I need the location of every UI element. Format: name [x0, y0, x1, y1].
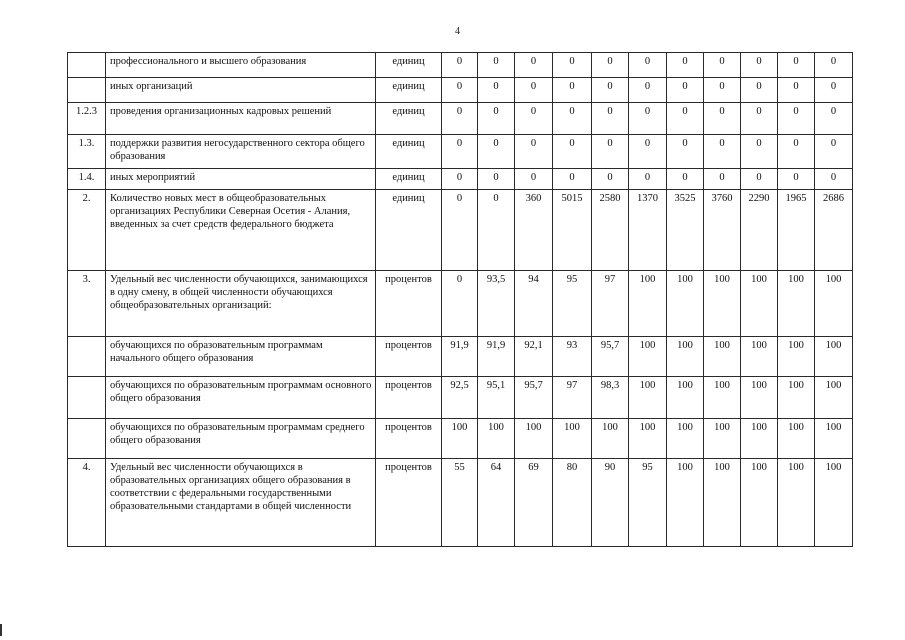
indicator-description: Удельный вес численности обучающихся, занимающихся в одну смену, в общей численности обучающихся общеобразовательных организаций: [106, 271, 376, 337]
value-cell: 100 [778, 459, 815, 547]
value-cell: 90 [592, 459, 629, 547]
table-row [68, 53, 853, 78]
value-cell: 97 [553, 377, 592, 419]
indicator-description: обучающихся по образовательным программам основного общего образования [106, 377, 376, 419]
value-cell: 95 [553, 271, 592, 337]
value-cell: 100 [592, 419, 629, 459]
value-cell: 2686 [815, 190, 853, 271]
value-cell: 0 [478, 169, 515, 190]
value-cell: 100 [704, 337, 741, 377]
row-number: 1.3. [68, 135, 106, 169]
row-number: 1.4. [68, 169, 106, 190]
table-row [68, 135, 853, 169]
row-number: 4. [68, 459, 106, 547]
value-cell: 0 [592, 169, 629, 190]
value-cell: 0 [592, 53, 629, 78]
table-row [68, 419, 853, 459]
value-cell: 98,3 [592, 377, 629, 419]
value-cell: 97 [592, 271, 629, 337]
value-cell: 69 [515, 459, 553, 547]
unit-of-measure: процентов [376, 459, 442, 547]
value-cell: 3760 [704, 190, 741, 271]
value-cell: 0 [778, 78, 815, 103]
value-cell: 0 [553, 53, 592, 78]
value-cell: 0 [553, 135, 592, 169]
value-cell: 92,1 [515, 337, 553, 377]
value-cell: 0 [515, 135, 553, 169]
value-cell: 100 [815, 419, 853, 459]
unit-of-measure: процентов [376, 377, 442, 419]
unit-of-measure: единиц [376, 103, 442, 135]
value-cell: 93 [553, 337, 592, 377]
value-cell: 0 [442, 78, 478, 103]
value-cell: 0 [815, 103, 853, 135]
indicator-description: Удельный вес численности обучающихся в образовательных организациях общего образования в соответствии с федеральными государственными образовательными стандартами в общей численности [106, 459, 376, 547]
scan-edge-mark [0, 624, 2, 636]
value-cell: 100 [553, 419, 592, 459]
value-cell: 0 [704, 135, 741, 169]
value-cell: 2580 [592, 190, 629, 271]
value-cell: 0 [553, 78, 592, 103]
value-cell: 100 [778, 337, 815, 377]
value-cell: 0 [442, 271, 478, 337]
value-cell: 0 [592, 103, 629, 135]
value-cell: 5015 [553, 190, 592, 271]
row-number: 3. [68, 271, 106, 337]
value-cell: 100 [778, 271, 815, 337]
value-cell: 0 [667, 135, 704, 169]
value-cell: 55 [442, 459, 478, 547]
value-cell: 0 [778, 103, 815, 135]
value-cell: 0 [629, 78, 667, 103]
value-cell: 95,7 [515, 377, 553, 419]
table-body [68, 53, 853, 547]
value-cell: 0 [741, 103, 778, 135]
value-cell: 100 [704, 459, 741, 547]
value-cell: 0 [442, 103, 478, 135]
table-row [68, 271, 853, 337]
value-cell: 360 [515, 190, 553, 271]
value-cell: 0 [592, 78, 629, 103]
value-cell: 100 [667, 337, 704, 377]
value-cell: 0 [778, 169, 815, 190]
unit-of-measure: единиц [376, 78, 442, 103]
value-cell: 91,9 [442, 337, 478, 377]
value-cell: 0 [553, 169, 592, 190]
table-row [68, 78, 853, 103]
value-cell: 0 [741, 53, 778, 78]
value-cell: 100 [478, 419, 515, 459]
value-cell: 100 [704, 377, 741, 419]
value-cell: 0 [629, 169, 667, 190]
value-cell: 100 [629, 377, 667, 419]
value-cell: 100 [704, 419, 741, 459]
unit-of-measure: единиц [376, 135, 442, 169]
value-cell: 95,1 [478, 377, 515, 419]
indicator-description: обучающихся по образовательным программам среднего общего образования [106, 419, 376, 459]
value-cell: 0 [704, 78, 741, 103]
value-cell: 92,5 [442, 377, 478, 419]
value-cell: 0 [741, 78, 778, 103]
value-cell: 0 [478, 103, 515, 135]
value-cell: 100 [815, 337, 853, 377]
indicator-description: иных мероприятий [106, 169, 376, 190]
value-cell: 1370 [629, 190, 667, 271]
value-cell: 100 [741, 271, 778, 337]
value-cell: 100 [667, 377, 704, 419]
value-cell: 0 [704, 53, 741, 78]
value-cell: 100 [667, 419, 704, 459]
indicator-description: обучающихся по образовательным программам начального общего образования [106, 337, 376, 377]
value-cell: 100 [815, 271, 853, 337]
value-cell: 0 [667, 103, 704, 135]
row-number: 1.2.3 [68, 103, 106, 135]
table-row [68, 377, 853, 419]
row-number [68, 78, 106, 103]
value-cell: 100 [815, 459, 853, 547]
value-cell: 100 [741, 377, 778, 419]
indicator-description: проведения организационных кадровых решений [106, 103, 376, 135]
indicator-description: Количество новых мест в общеобразовательных организациях Республики Северная Осетия - Алания, введенных за счет средств федерального бюджета [106, 190, 376, 271]
value-cell: 0 [442, 53, 478, 78]
value-cell: 0 [815, 78, 853, 103]
value-cell: 0 [629, 135, 667, 169]
table-row [68, 169, 853, 190]
value-cell: 95,7 [592, 337, 629, 377]
value-cell: 0 [515, 169, 553, 190]
value-cell: 0 [815, 53, 853, 78]
value-cell: 0 [629, 103, 667, 135]
unit-of-measure: единиц [376, 53, 442, 78]
row-number [68, 53, 106, 78]
indicators-table [67, 52, 853, 547]
value-cell: 100 [442, 419, 478, 459]
value-cell: 100 [667, 459, 704, 547]
unit-of-measure: единиц [376, 190, 442, 271]
value-cell: 0 [478, 53, 515, 78]
value-cell: 1965 [778, 190, 815, 271]
value-cell: 0 [667, 78, 704, 103]
value-cell: 0 [815, 169, 853, 190]
value-cell: 0 [741, 169, 778, 190]
value-cell: 0 [629, 53, 667, 78]
value-cell: 0 [592, 135, 629, 169]
value-cell: 100 [741, 419, 778, 459]
value-cell: 0 [442, 169, 478, 190]
value-cell: 95 [629, 459, 667, 547]
table-row [68, 337, 853, 377]
value-cell: 100 [778, 377, 815, 419]
value-cell: 100 [741, 337, 778, 377]
value-cell: 0 [515, 103, 553, 135]
value-cell: 64 [478, 459, 515, 547]
value-cell: 100 [778, 419, 815, 459]
indicator-description: профессионального и высшего образования [106, 53, 376, 78]
value-cell: 91,9 [478, 337, 515, 377]
page-number: 4 [455, 26, 460, 37]
value-cell: 0 [442, 190, 478, 271]
value-cell: 0 [778, 135, 815, 169]
value-cell: 2290 [741, 190, 778, 271]
table-row [68, 459, 853, 547]
value-cell: 0 [704, 169, 741, 190]
value-cell: 0 [741, 135, 778, 169]
value-cell: 0 [778, 53, 815, 78]
row-number [68, 337, 106, 377]
value-cell: 100 [704, 271, 741, 337]
value-cell: 0 [478, 190, 515, 271]
value-cell: 0 [478, 135, 515, 169]
row-number [68, 419, 106, 459]
value-cell: 100 [741, 459, 778, 547]
indicator-description: иных организаций [106, 78, 376, 103]
table-row [68, 103, 853, 135]
value-cell: 0 [515, 53, 553, 78]
row-number: 2. [68, 190, 106, 271]
value-cell: 100 [515, 419, 553, 459]
unit-of-measure: единиц [376, 169, 442, 190]
value-cell: 100 [815, 377, 853, 419]
value-cell: 0 [442, 135, 478, 169]
value-cell: 80 [553, 459, 592, 547]
value-cell: 0 [515, 78, 553, 103]
value-cell: 94 [515, 271, 553, 337]
value-cell: 3525 [667, 190, 704, 271]
value-cell: 0 [704, 103, 741, 135]
row-number [68, 377, 106, 419]
value-cell: 0 [667, 169, 704, 190]
value-cell: 0 [815, 135, 853, 169]
value-cell: 0 [553, 103, 592, 135]
table-row [68, 190, 853, 271]
value-cell: 93,5 [478, 271, 515, 337]
value-cell: 100 [629, 337, 667, 377]
unit-of-measure: процентов [376, 337, 442, 377]
value-cell: 0 [667, 53, 704, 78]
value-cell: 0 [478, 78, 515, 103]
unit-of-measure: процентов [376, 419, 442, 459]
value-cell: 100 [629, 271, 667, 337]
value-cell: 100 [667, 271, 704, 337]
unit-of-measure: процентов [376, 271, 442, 337]
indicator-description: поддержки развития негосударственного сектора общего образования [106, 135, 376, 169]
value-cell: 100 [629, 419, 667, 459]
